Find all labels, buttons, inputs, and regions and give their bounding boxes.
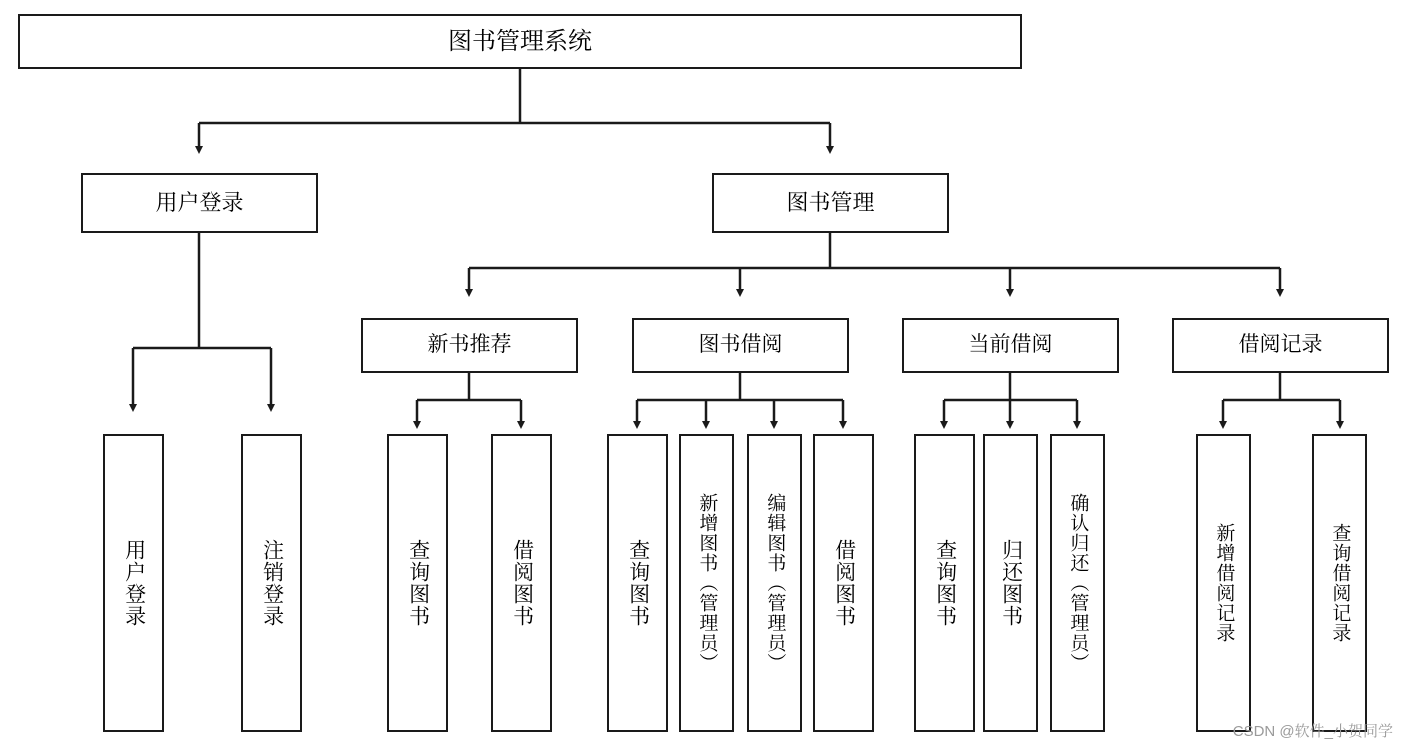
leaf-user-login-logout[interactable]: 注销登录 — [241, 434, 302, 732]
leaf-book-borrow-borrow[interactable]: 借阅图书 — [813, 434, 874, 732]
leaf-current-borrow-return[interactable]: 归还图书 — [983, 434, 1038, 732]
leaf-book-borrow-edit[interactable]: 编辑图书（管理员） — [747, 434, 802, 732]
node-borrow-record[interactable]: 借阅记录 — [1172, 318, 1389, 373]
node-book-management[interactable]: 图书管理 — [712, 173, 949, 233]
node-new-book-recommend[interactable]: 新书推荐 — [361, 318, 578, 373]
node-root-system[interactable]: 图书管理系统 — [18, 14, 1022, 69]
node-user-login[interactable]: 用户登录 — [81, 173, 318, 233]
node-current-borrow[interactable]: 当前借阅 — [902, 318, 1119, 373]
leaf-current-borrow-query[interactable]: 查询图书 — [914, 434, 975, 732]
watermark-text: CSDN @软件_小贺同学 — [1232, 723, 1393, 740]
leaf-borrow-record-add[interactable]: 新增借阅记录 — [1196, 434, 1251, 732]
leaf-current-borrow-confirm[interactable]: 确认归还（管理员） — [1050, 434, 1105, 732]
leaf-new-book-query[interactable]: 查询图书 — [387, 434, 448, 732]
leaf-book-borrow-query[interactable]: 查询图书 — [607, 434, 668, 732]
leaf-borrow-record-query[interactable]: 查询借阅记录 — [1312, 434, 1367, 732]
leaf-user-login-login[interactable]: 用户登录 — [103, 434, 164, 732]
node-book-borrow[interactable]: 图书借阅 — [632, 318, 849, 373]
leaf-new-book-borrow[interactable]: 借阅图书 — [491, 434, 552, 732]
leaf-book-borrow-add[interactable]: 新增图书（管理员） — [679, 434, 734, 732]
